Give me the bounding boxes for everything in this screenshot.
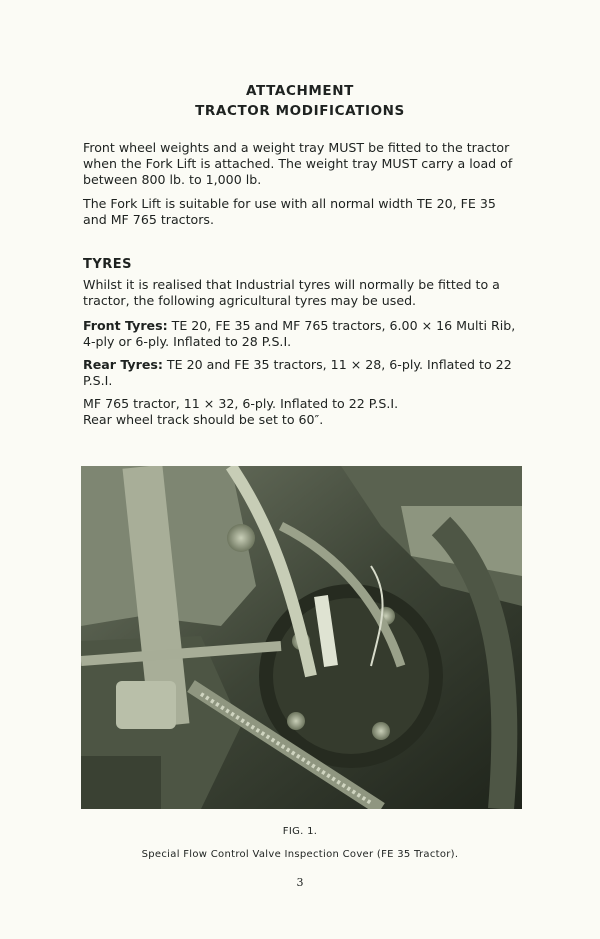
- paragraph-tyres-intro: Whilst it is realised that Industrial tyres will normally be fitted to a tractor, the following agricultural tyres may be used.: [83, 277, 500, 309]
- rear-tyres-text: TE 20 and FE 35 tractors, 11 × 28, 6-ply. Inflated to 22 P.S.I.: [83, 357, 512, 389]
- front-tyres-label: Front Tyres:: [83, 318, 168, 333]
- valve-cover-photo-illustration: [81, 466, 522, 809]
- heading-tractor-modifications: TRACTOR MODIFICATIONS: [195, 103, 405, 119]
- figure-photo: [81, 466, 522, 809]
- paragraph-mf765: MF 765 tractor, 11 × 32, 6-ply. Inflated to 22 P.S.I.: [83, 396, 399, 411]
- paragraph-weights: Front wheel weights and a weight tray MUST be fitted to the tractor when the Fork Lift is attached. The weight tray MUST carry a load of between 800 lb. to 1,000 lb.: [83, 140, 513, 188]
- paragraph-rear-tyres: [83, 357, 523, 389]
- figure-caption: Special Flow Control Valve Inspection Cover (FE 35 Tractor).: [141, 849, 459, 860]
- paragraph-suitability: The Fork Lift is suitable for use with all normal width TE 20, FE 35 and MF 765 tractors.: [83, 196, 496, 228]
- rear-tyres-label: Rear Tyres:: [83, 357, 163, 372]
- paragraph-front-tyres: [83, 318, 523, 350]
- figure-label: FIG. 1.: [282, 826, 318, 837]
- paragraph-wheel-track: Rear wheel track should be set to 60″.: [83, 412, 324, 427]
- section-title-tyres: TYRES: [83, 257, 133, 272]
- page-number: 3: [296, 876, 304, 889]
- heading-attachment: ATTACHMENT: [246, 83, 354, 99]
- front-tyres-text: TE 20, FE 35 and MF 765 tractors, 6.00 × 16 Multi Rib, 4-ply or 6-ply. Inflated to 28 P.S.I.: [83, 318, 516, 350]
